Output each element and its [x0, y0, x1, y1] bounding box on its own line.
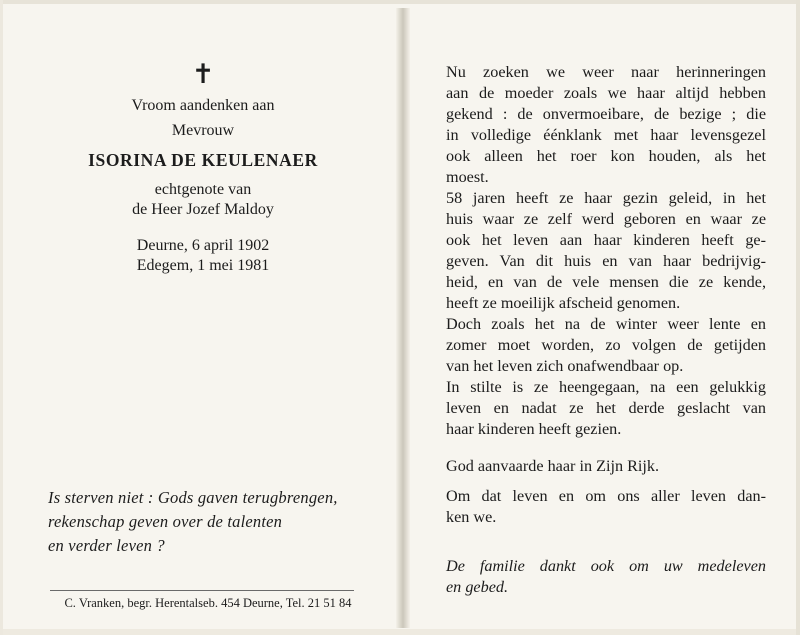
- closing-line: De familie dankt ook om uw medeleven: [446, 557, 766, 575]
- birth-date: Deurne, 6 april 1902: [136, 237, 270, 254]
- text-line: Nu zoeken we weer naar herinneringen: [446, 63, 766, 81]
- deceased-name: ISORINA DE KEULENAER: [88, 150, 318, 170]
- spouse-intro: echtgenote van: [154, 181, 252, 198]
- printer-credit: C. Vranken, begr. Herentalseb. 454 Deurne, Tel. 21 51 84: [64, 596, 352, 610]
- text-line: zomer moet worden, zo volgen de getijden: [446, 336, 766, 354]
- text-line: In stilte is ze heengegaan, na een gelukkig: [446, 378, 766, 396]
- text-line: ook het leven aan haar kinderen heeft ge-: [446, 231, 766, 249]
- blessing-text: [446, 456, 766, 477]
- text-line: 58 jaren heeft ze haar gezin geleid, in het: [446, 189, 766, 207]
- text-line: leven en nadat ze het derde geslacht van: [446, 399, 766, 417]
- text-line: in volledige éénklank met haar levensgezel: [446, 126, 766, 144]
- text-line: Om dat leven en om ons aller leven dan-: [446, 487, 766, 505]
- verse-line: en verder leven ?: [48, 536, 165, 555]
- text-line: geven. Van dit huis en van haar bedrijvig-: [446, 252, 766, 270]
- text-line: heid, en van de vele mensen die ze kende,: [446, 273, 766, 291]
- spouse-name: de Heer Jozef Maldoy: [132, 201, 274, 218]
- card-edge-left: [0, 0, 3, 635]
- text-line: aan de moeder zoals we haar altijd hebben: [446, 84, 766, 102]
- death-date: Edegem, 1 mei 1981: [136, 257, 270, 274]
- text-line: heeft ze moeilijk afscheid genomen.: [446, 294, 681, 312]
- dedication-line: Vroom aandenken aan: [131, 97, 275, 114]
- family-closing: [446, 556, 766, 598]
- text-line: van het leven zich onafwendbaar op.: [446, 357, 684, 375]
- text-line: moest.: [446, 168, 489, 186]
- text-line: God aanvaarde haar in Zijn Rijk.: [446, 457, 660, 475]
- verse-line: Is sterven niet : Gods gaven terugbrengen,: [48, 488, 338, 507]
- text-line: ook alleen het roer kon houden, als het: [446, 147, 766, 165]
- memorial-text: [446, 62, 766, 440]
- closing-line: en gebed.: [446, 578, 509, 596]
- cross-icon: ✝: [191, 59, 215, 89]
- card-edge-right: [796, 0, 800, 635]
- card-fold: [396, 8, 410, 628]
- title-mevrouw: Mevrouw: [171, 122, 235, 139]
- verse-line: rekenschap geven over de talenten: [48, 512, 283, 531]
- thanks-text: [446, 486, 766, 528]
- text-line: gekend : de onvermoeibare, de bezige ; die: [446, 105, 766, 123]
- text-line: huis waar ze zelf werd geboren en waar ze: [446, 210, 766, 228]
- verse: [48, 486, 368, 558]
- divider-line: [50, 590, 354, 591]
- text-line: haar kinderen heeft gezien.: [446, 420, 622, 438]
- card-edge-top: [0, 0, 800, 4]
- card-edge-bottom: [0, 629, 800, 635]
- text-line: ken we.: [446, 508, 497, 526]
- text-line: Doch zoals het na de winter weer lente en: [446, 315, 766, 333]
